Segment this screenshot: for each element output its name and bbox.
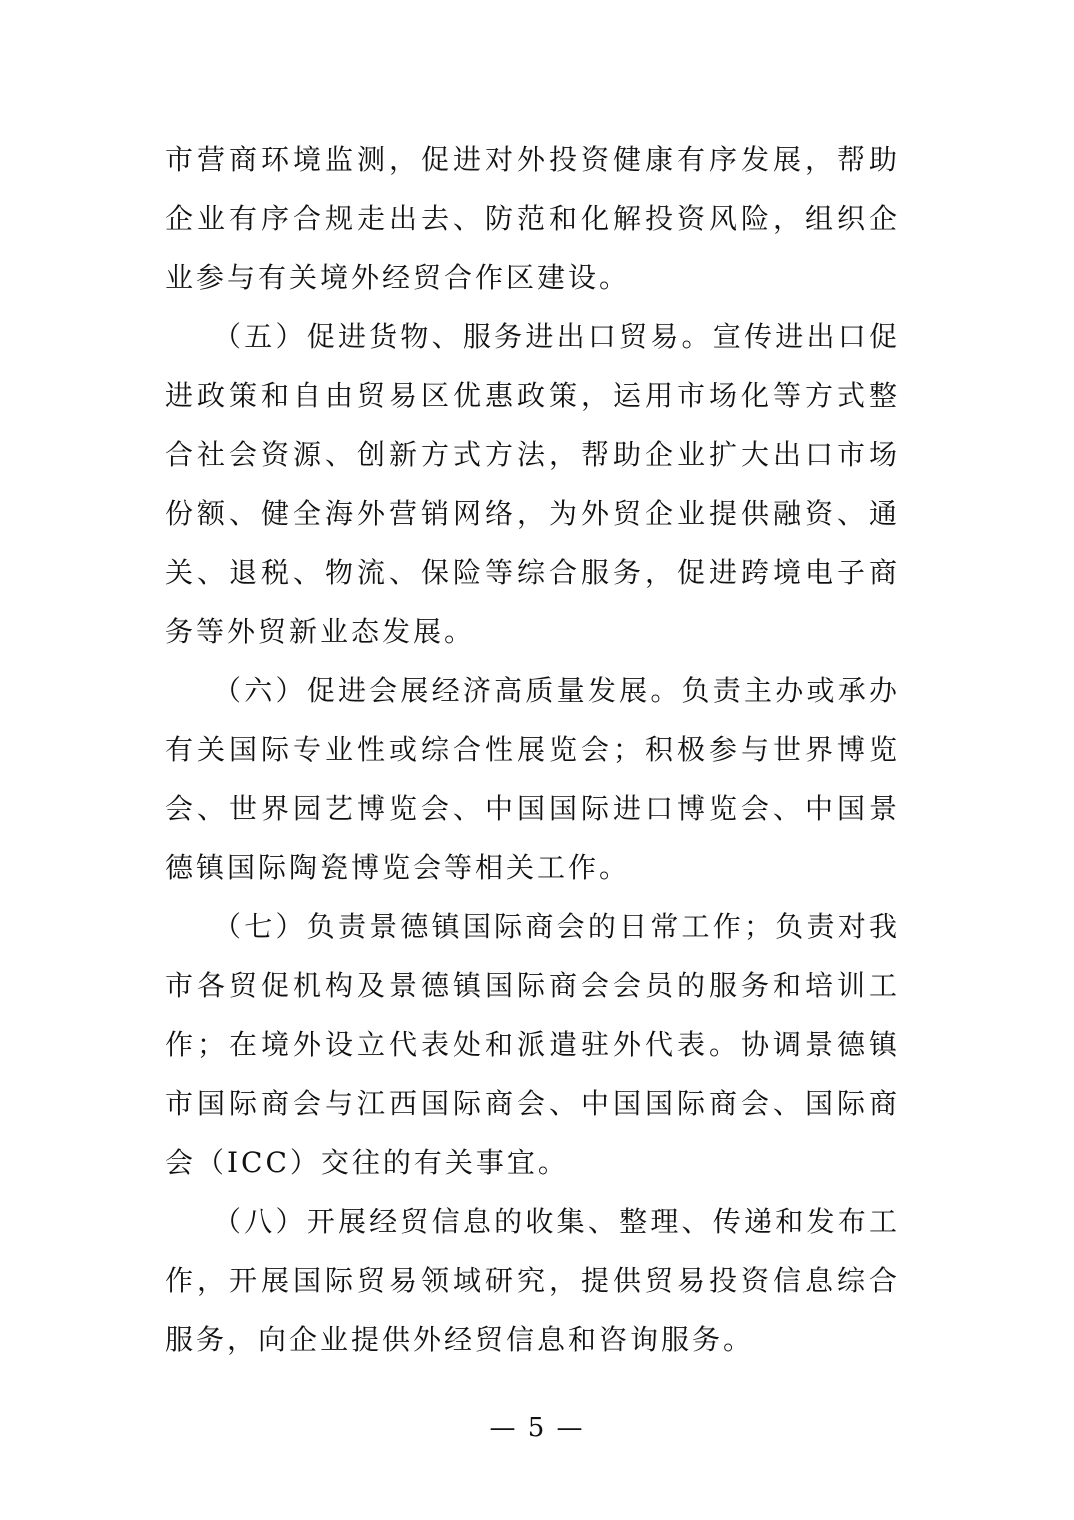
document-body <box>165 130 900 1369</box>
paragraph-continued: 市营商环境监测，促进对外投资健康有序发展，帮助企业有序合规走出去、防范和化解投资风险，组织企业参与有关境外经贸合作区建设。 <box>165 143 900 294</box>
paragraph-item-7: （七）负责景德镇国际商会的日常工作；负责对我市各贸促机构及景德镇国际商会会员的服务和培训工作；在境外设立代表处和派遣驻外代表。协调景德镇市国际商会与江西国际商会、中国国际商会、国际商会（ICC）交往的有关事宜。 <box>165 910 900 1179</box>
page-number: — 5 — <box>489 1413 585 1443</box>
paragraph-item-5: （五）促进货物、服务进出口贸易。宣传进出口促进政策和自由贸易区优惠政策，运用市场化等方式整合社会资源、创新方式方法，帮助企业扩大出口市场份额、健全海外营销网络，为外贸企业提供融资、通关、退税、物流、保险等综合服务，促进跨境电子商务等外贸新业态发展。 <box>165 320 900 648</box>
paragraph-item-6: （六）促进会展经济高质量发展。负责主办或承办有关国际专业性或综合性展览会；积极参与世界博览会、世界园艺博览会、中国国际进口博览会、中国景德镇国际陶瓷博览会等相关工作。 <box>165 674 900 884</box>
paragraph-item-8: （八）开展经贸信息的收集、整理、传递和发布工作，开展国际贸易领域研究，提供贸易投资信息综合服务，向企业提供外经贸信息和咨询服务。 <box>165 1205 900 1356</box>
